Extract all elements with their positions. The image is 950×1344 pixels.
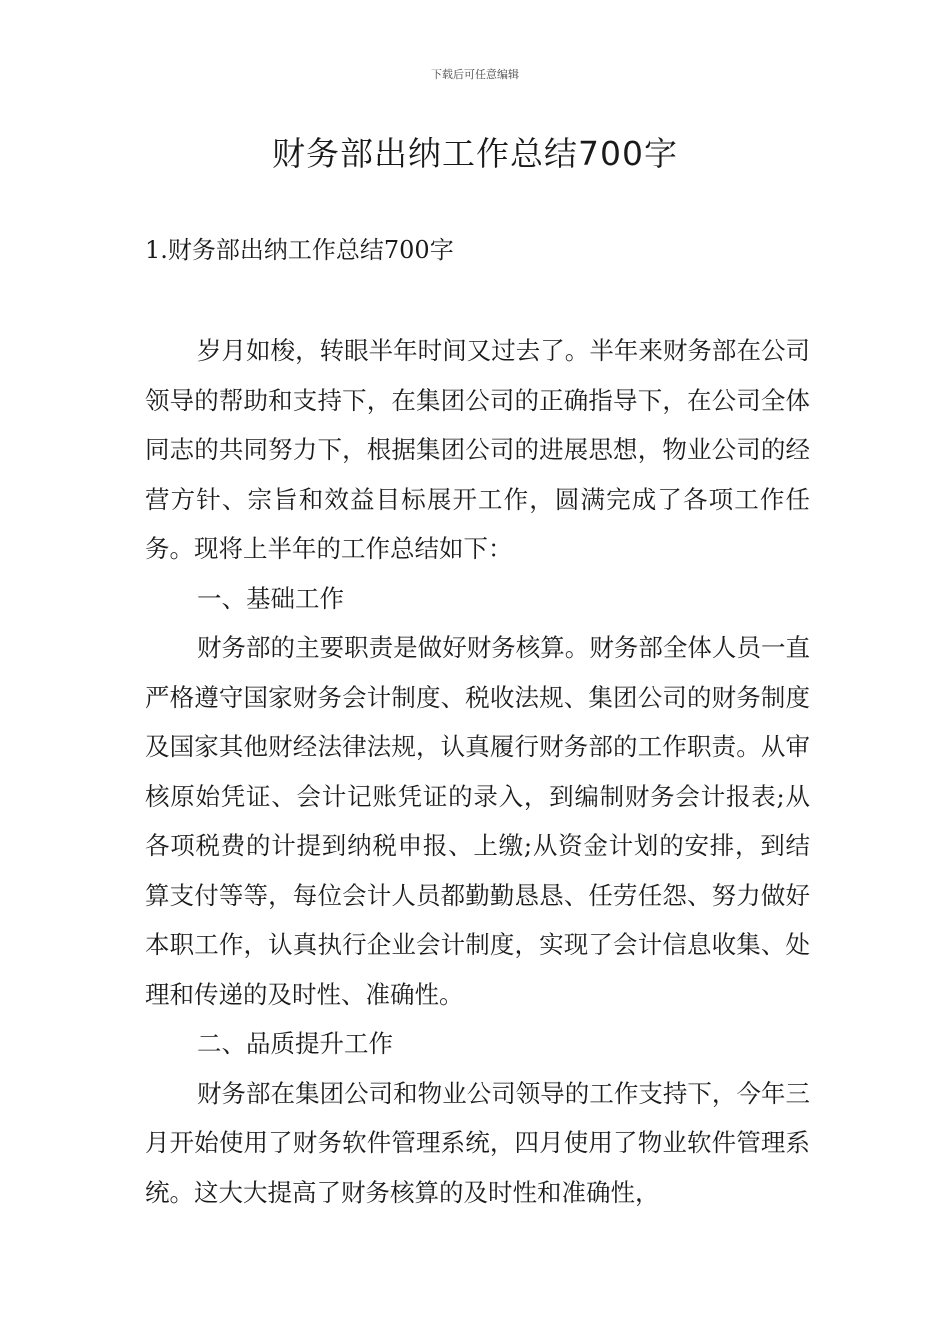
document-body (145, 326, 810, 1217)
basic-work-paragraph: 财务部的主要职责是做好财务核算。财务部全体人员一直严格遵守国家财务会计制度、税收法规、集团公司的财务制度及国家其他财经法律法规，认真履行财务部的工作职责。从审核原始凭证、会计记账凭证的录入，到编制财务会计报表;从各项税费的计提到纳税申报、上缴;从资金计划的安排，到结算支付等等，每位会计人员都勤勤恳恳、任劳任怨、努力做好本职工作，认真执行企业会计制度，实现了会计信息收集、处理和传递的及时性、准确性。 (145, 633, 810, 1009)
document-title: 财务部出纳工作总结700字 (272, 134, 678, 173)
intro-paragraph: 岁月如梭，转眼半年时间又过去了。半年来财务部在公司领导的帮助和支持下，在集团公司的正确指导下，在公司全体同志的共同努力下，根据集团公司的进展思想，物业公司的经营方针、宗旨和效益目标展开工作，圆满完成了各项工作任务。现将上半年的工作总结如下： (145, 336, 810, 563)
section-heading-basic-work: 一、基础工作 (197, 583, 344, 613)
section-heading-quality: 二、品质提升工作 (197, 1029, 393, 1058)
section-subheading: 1.财务部出纳工作总结700字 (145, 236, 454, 264)
quality-paragraph: 财务部在集团公司和物业公司领导的工作支持下，今年三月开始使用了财务软件管理系统，四月使用了物业软件管理系统。这大大提高了财务核算的及时性和准确性， (145, 1078, 810, 1207)
header-note: 下载后可任意编辑 (431, 68, 519, 81)
